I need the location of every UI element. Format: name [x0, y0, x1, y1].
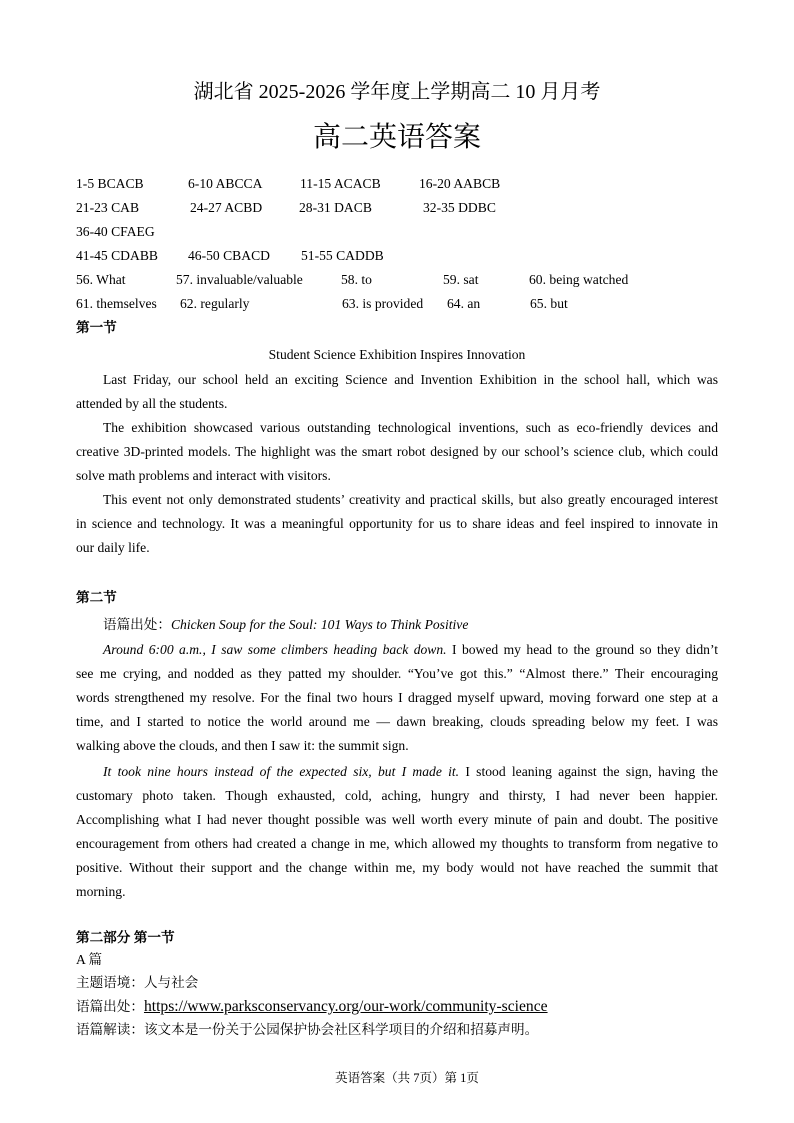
exam-title: 湖北省 2025-2026 学年度上学期高二 10 月月考 [193, 81, 601, 103]
essay-line: The exhibition showcased various outstanding technological inventions, such as eco-friendly devices and [103, 420, 718, 435]
source-line [76, 995, 548, 1019]
answer-group: 24-27 ACBD [190, 200, 263, 215]
essay-line: attended by all the students. [76, 396, 228, 411]
answer-item: 60. being watched [529, 272, 629, 287]
story-line [103, 638, 718, 662]
source-label: 语篇出处： [76, 999, 144, 1014]
story-line: Accomplishing what I had never thought possible was well worth every minute of pain and doubt. The positive [76, 812, 718, 827]
answer-group: 51-55 CADDB [301, 248, 384, 263]
page-footer: 英语答案（共 7页）第 1页 [335, 1071, 479, 1085]
story-line: time, and I started to notice the world around me — dawn breaking, clouds spreading below my feet. I was [76, 714, 718, 729]
answer-row-1 [0, 172, 794, 196]
source-label: 语篇出处： [103, 617, 171, 632]
essay-title: Student Science Exhibition Inspires Innovation [268, 347, 526, 362]
source-line [103, 613, 718, 637]
answer-key-title: 高二英语答案 [312, 122, 481, 153]
answer-row-6 [0, 292, 794, 316]
answer-row-3 [0, 220, 794, 244]
answer-item: 62. regularly [180, 296, 250, 311]
answer-group: 46-50 CBACD [188, 248, 270, 263]
essay-line: This event not only demonstrated students’ creativity and practical skills, but also greatly encouraged interest [103, 492, 718, 507]
answer-group: 32-35 DDBC [423, 200, 496, 215]
essay-line: creative 3D-printed models. The highlight was the smart robot designed by our school’s science club, which could [76, 444, 718, 459]
story-line: customary photo taken. Though exhausted, cold, aching, hungry and thirsty, I had never been happier. [76, 788, 718, 803]
story-italic-lead: Around 6:00 a.m., I saw some climbers heading back down. [103, 642, 447, 657]
passage-label: A 篇 [76, 952, 103, 967]
answer-group: 21-23 CAB [76, 200, 140, 215]
story-line: see me crying, and nodded as they patted my shoulder. “You’ve got this.” “Almost there.” Their encouraging [76, 666, 718, 681]
answer-group: 6-10 ABCCA [188, 176, 263, 191]
answer-item: 65. but [530, 296, 568, 311]
story-text: I bowed my head to the ground so they didn’t [452, 642, 719, 657]
section-1-heading: 第一节 [76, 320, 117, 335]
source-url-link[interactable]: https://www.parksconservancy.org/our-work/community-science [143, 998, 548, 1015]
essay-line: our daily life. [76, 540, 150, 555]
story-line: words strengthened my resolve. For the final two hours I dragged myself upward, moving forward one step at a [76, 690, 718, 705]
story-line [103, 760, 718, 784]
story-line: walking above the clouds, and then I saw it: the summit sign. [76, 738, 409, 753]
answer-group: 16-20 AABCB [419, 176, 501, 191]
answer-item: 57. invaluable/valuable [176, 272, 303, 287]
essay-line: in science and technology. It was a meaningful opportunity for us to share ideas and feel inspired to innovate in [76, 516, 718, 531]
theme-context: 主题语境：人与社会 [76, 975, 199, 990]
story-line: morning. [76, 884, 126, 899]
source-title: Chicken Soup for the Soul: 101 Ways to Think Positive [170, 617, 469, 632]
essay-line: Last Friday, our school held an exciting Science and Invention Exhibition in the school hall, which was [103, 372, 718, 387]
answer-item: 63. is provided [342, 296, 424, 311]
answer-row-5 [0, 268, 794, 292]
answer-row-2 [0, 196, 794, 220]
part-2-heading: 第二部分 第一节 [76, 930, 175, 945]
story-line: encouragement from others had created a change in me, which allowed my thoughts to transform from negative to [76, 836, 718, 851]
story-italic-lead: It took nine hours instead of the expected six, but I made it. [103, 764, 460, 779]
story-text: I stood leaning against the sign, having the [465, 764, 719, 779]
section-2-heading: 第二节 [76, 590, 117, 605]
answer-item: 59. sat [443, 272, 479, 287]
essay-line: solve math problems and interact with visitors. [76, 468, 331, 483]
answer-item: 58. to [341, 272, 372, 287]
answer-item: 64. an [447, 296, 481, 311]
passage-summary: 语篇解读：该文本是一份关于公园保护协会社区科学项目的介绍和招募声明。 [76, 1022, 539, 1037]
answer-group: 1-5 BCACB [76, 176, 144, 191]
answer-item: 61. themselves [76, 296, 157, 311]
answer-row-4 [0, 244, 794, 268]
answer-group: 36-40 CFAEG [76, 224, 155, 239]
answer-group: 28-31 DACB [299, 200, 372, 215]
answer-group: 11-15 ACACB [300, 176, 381, 191]
answer-item: 56. What [76, 272, 126, 287]
story-line: positive. Without their support and the change within me, my body would not have reached the summit that [76, 860, 718, 875]
answer-group: 41-45 CDABB [76, 248, 158, 263]
